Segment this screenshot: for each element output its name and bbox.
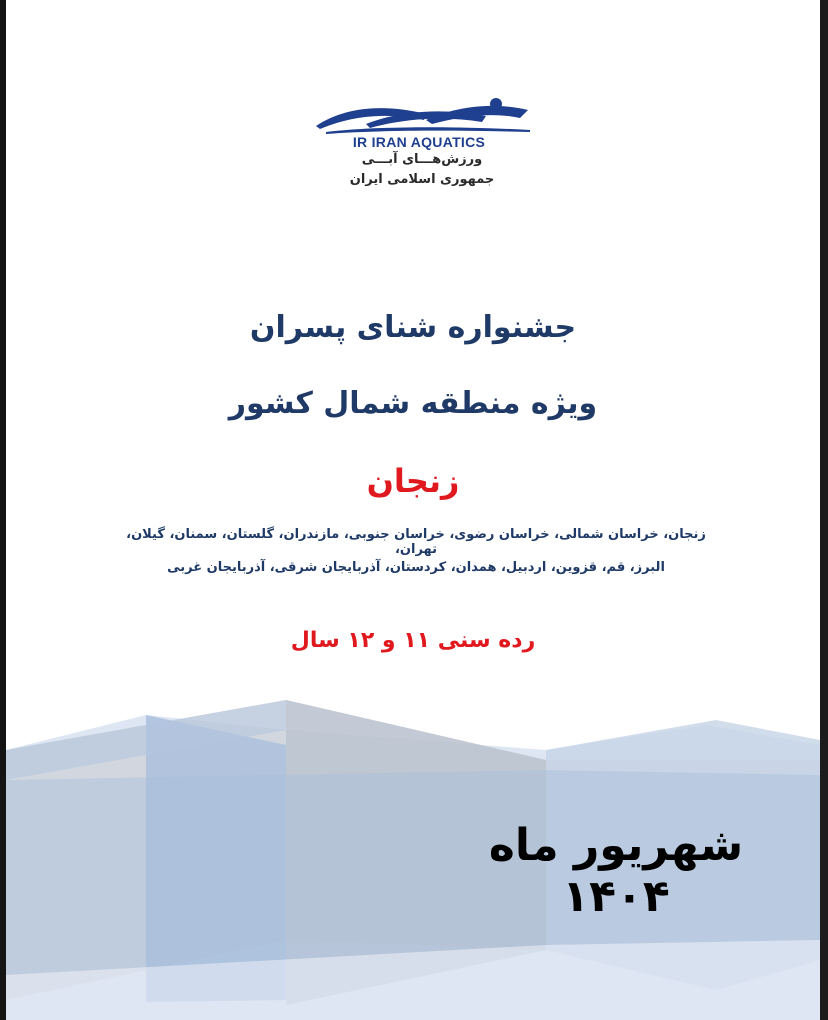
cover-page xyxy=(6,0,820,1020)
date: شهریور ماه ۱۴۰۴ xyxy=(488,820,744,922)
title-line2: ویژه منطقه شمال کشور xyxy=(228,386,598,421)
swimmer-logo-icon xyxy=(306,96,536,136)
logo-persian-line1: ورزش‌هـــای آبـــی xyxy=(361,152,483,167)
logo-persian-line2: جمهوری اسلامی ایران xyxy=(349,172,495,187)
title-line1: جشنواره شنای پسران xyxy=(249,310,577,345)
logo xyxy=(306,96,536,196)
host-city: زنجان xyxy=(366,462,460,500)
logo-english-text: IR IRAN AQUATICS xyxy=(352,134,486,150)
provinces-line1: زنجان، خراسان شمالی، خراسان رضوی، خراسان جنوبی، مازندران، گلستان، سمنان، گیلان، تهران، xyxy=(126,527,706,557)
page-edge-right xyxy=(820,0,828,1020)
age-group: رده سنی ۱۱ و ۱۲ سال xyxy=(290,628,536,653)
provinces-line2: البرز، قم، قزوین، اردبیل، همدان، کردستان، آذربایجان شرقی، آذربایجان غربی xyxy=(167,560,665,575)
